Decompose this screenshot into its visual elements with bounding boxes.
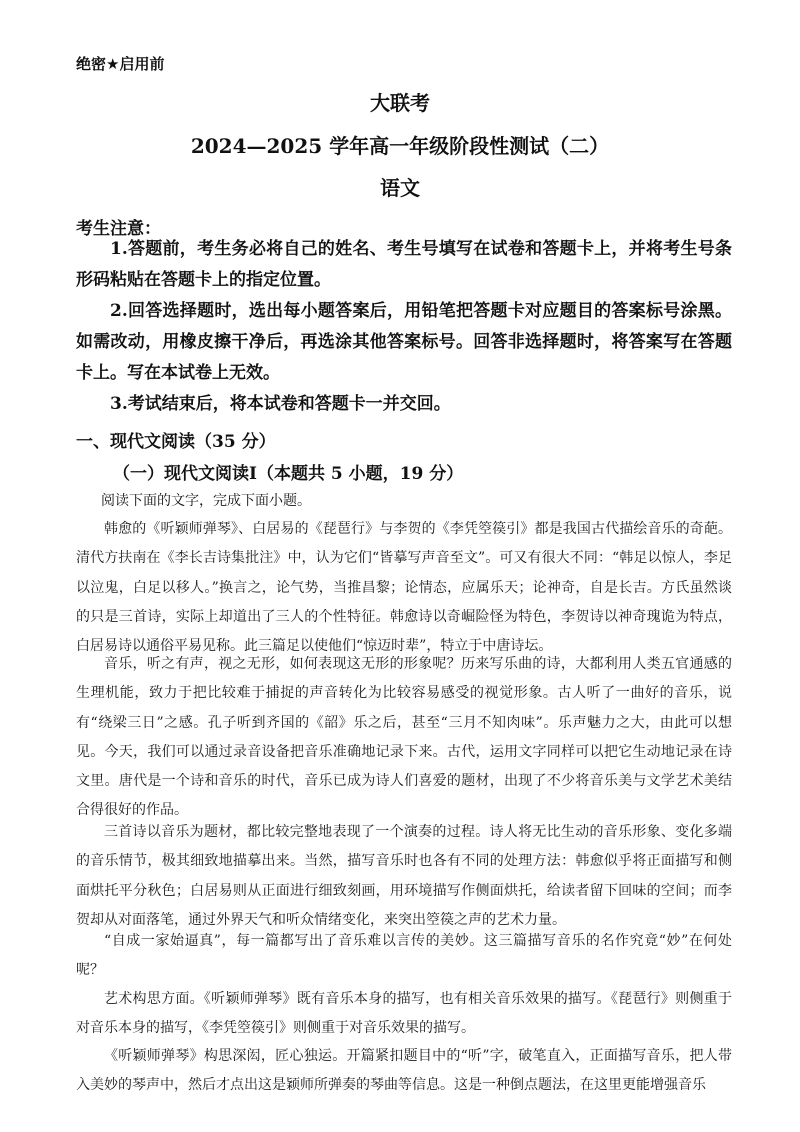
passage-paragraph: “自成一家始逼真”，每一篇都写出了音乐难以言传的美妙。这三篇描写音乐的名作究竟“妙”在何处呢？: [76, 933, 732, 979]
subject-title: 语文: [380, 176, 420, 200]
subsection-title: （一）现代文阅读Ⅰ（本题共 5 小题，19 分）: [113, 464, 464, 484]
passage-paragraph: 音乐，听之有声，视之无形，如何表现这无形的形象呢？历来写乐曲的诗，大都利用人类五官通感的生理机能，致力于把比较难于捕捉的声音转化为比较容易感受的视觉形象。古人听了一曲好的音乐，说有“绕梁三日”之感。孔子听到齐国的《韶》乐之后，甚至“三月不知肉味”。乐声魅力之大，由此可以想见。今天，我们可以通过录音设备把音乐准确地记录下来。古代，运用文字同样可以把它生动地记录在诗文里。唐代是一个诗和音乐的时代，音乐已成为诗人们喜爱的题材，出现了不少将音乐美与文学艺术美结合得很好的作品。: [76, 656, 732, 819]
notice-heading: 考生注意：: [76, 219, 161, 239]
exam-title: 2024—2025 学年高一年级阶段性测试（二）: [190, 134, 610, 158]
organizer-title: 大联考: [370, 91, 430, 115]
notice-item: 1.答题前，考生务必将自己的姓名、考生号填写在试卷和答题卡上，并将考生号条形码粘贴在答题卡上的指定位置。: [76, 239, 732, 290]
reading-instruction: 阅读下面的文字，完成下面小题。: [101, 493, 311, 509]
section-title: 一、现代文阅读（35 分）: [76, 432, 276, 452]
passage-paragraph: 韩愈的《听颖师弹琴》、白居易的《琵琶行》与李贺的《李凭箜篌引》都是我国古代描绘音乐的奇葩。清代方扶南在《李长吉诗集批注》中，认为它们“皆摹写声音至文”。可又有很大不同：“韩足以惊人，李足以泣鬼，白足以移人。”换言之，论气势，当推昌黎；论情态，应属乐天；论神奇，自是长吉。方氏虽然谈的只是三首诗，实际上却道出了三人的个性特征。韩愈诗以奇崛险怪为特色，李贺诗以神奇瑰诡为特点，白居易诗以通俗平易见称。此三篇足以使他们“惊迈时辈”，特立于中唐诗坛。: [76, 521, 732, 655]
passage-paragraph: 三首诗以音乐为题材，都比较完整地表现了一个演奏的过程。诗人将无比生动的音乐形象、变化多端的音乐情节，极其细致地描摹出来。当然，描写音乐时也各有不同的处理方法：韩愈似乎将正面描写和侧面烘托平分秋色；白居易则从正面进行细致刻画，用环境描写作侧面烘托，给读者留下回味的空间；而李贺却从对面落笔，通过外界天气和听众情绪变化，来突出箜篌之声的艺术力量。: [76, 824, 732, 928]
notice-item: 3.考试结束后，将本试卷和答题卡一并交回。: [110, 394, 451, 414]
passage-paragraph: 艺术构思方面。《听颖师弹琴》既有音乐本身的描写，也有相关音乐效果的描写。《琵琶行》则侧重于对音乐本身的描写，《李凭箜篌引》则侧重于对音乐效果的描写。: [76, 991, 732, 1037]
confidential-label: 绝密★启用前: [76, 55, 165, 73]
notice-item: 2.回答选择题时，选出每小题答案后，用铅笔把答题卡对应题目的答案标号涂黑。如需改动，用橡皮擦干净后，再选涂其他答案标号。回答非选择题时，将答案写在答题卡上。写在本试卷上无效。: [76, 301, 732, 383]
passage-paragraph: 《听颖师弹琴》构思深闳，匠心独运。开篇紧扣题目中的“听”字，破笔直入，正面描写音乐，把人带入美妙的琴声中，然后才点出这是颖师所弹奏的琴曲等信息。这是一种倒点题法，在这里更能增强音乐: [76, 1048, 732, 1094]
